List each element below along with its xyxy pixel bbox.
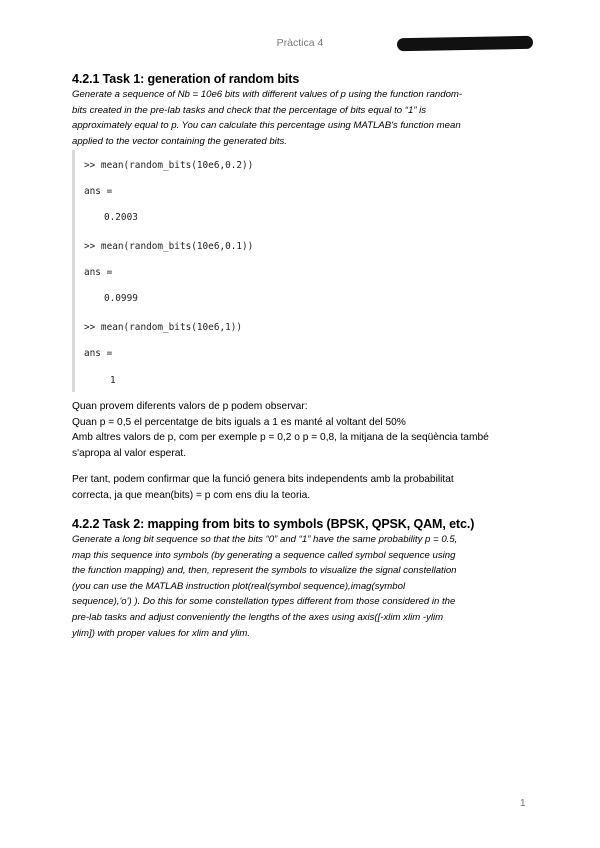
code-ans-label: ans = [84,267,113,278]
task2-intro-line: map this sequence into symbols (by generating a sequence called symbol sequence using [72,549,456,561]
task2-intro-line: ylim]) with proper values for xlim and ylim. [72,627,251,639]
task2-intro-line: sequence),'o') ). Do this for some constellation types different from those considered in the [72,596,456,608]
code-ans-value: 1 [110,375,116,386]
section-heading-task1: 4.2.1 Task 1: generation of random bits [72,72,300,86]
page-number: 1 [520,798,526,809]
task1-intro [72,87,528,149]
matlab-code-block [72,150,528,392]
task1-intro-line: approximately equal to p. You can calculate this percentage using MATLAB's function mean [72,120,461,132]
task1-intro-line: applied to the vector containing the generated bits. [72,135,287,147]
task2-intro-line: Generate a long bit sequence so that the bits “0” and “1” have the same probability p = 0.5, [72,534,458,545]
task2-intro-line: pre-lab tasks and adjust conveniently the lengths of the axes using axis([-xlim xlim -ylim [72,611,444,623]
code-command: >> mean(random_bits(10e6,0.1)) [84,241,254,252]
task2-intro-line: (you can use the MATLAB instruction plot(real(symbol sequence),imag(symbol [72,580,406,592]
code-ans-value: 0.2003 [104,212,138,223]
conclusion-paragraph [72,472,532,503]
observation-line: Quan p = 0,5 el percentatge de bits iguals a 1 es manté al voltant del 50% [72,416,406,428]
code-command: >> mean(random_bits(10e6,1)) [84,322,243,333]
code-ans-value: 0.0999 [104,293,138,304]
page-header-title: Pràctica 4 [276,37,324,49]
conclusion-line: Per tant, podem confirmar que la funció genera bits independents amb la probabilitat [72,474,454,485]
conclusion-line: correcta, ja que mean(bits) = p com ens diu la teoria. [72,489,311,501]
task2-intro [72,532,528,641]
task1-intro-line: bits created in the pre-lab tasks and check that the percentage of bits equal to “1” is [72,104,427,116]
code-block-border [72,150,75,392]
observation-line: s'apropa al valor esperat. [72,447,187,459]
redacted-name-mark [397,36,533,51]
observation-line: Amb altres valors de p, com per exemple p = 0,2 o p = 0,8, la mitjana de la seqüència també [72,432,489,444]
code-ans-label: ans = [84,348,113,359]
observation-line: Quan provem diferents valors de p podem observar: [72,401,308,412]
code-command: >> mean(random_bits(10e6,0.2)) [84,160,254,171]
task2-intro-line: the function mapping) and, then, represent the symbols to visualize the signal constellation [72,565,457,577]
observations-paragraph [72,399,532,461]
section-heading-task2: 4.2.2 Task 2: mapping from bits to symbols (BPSK, QPSK, QAM, etc.) [72,517,475,531]
task1-intro-line: Generate a sequence of Nb = 10e6 bits with different values of p using the function random- [72,89,463,100]
code-ans-label: ans = [84,186,113,197]
